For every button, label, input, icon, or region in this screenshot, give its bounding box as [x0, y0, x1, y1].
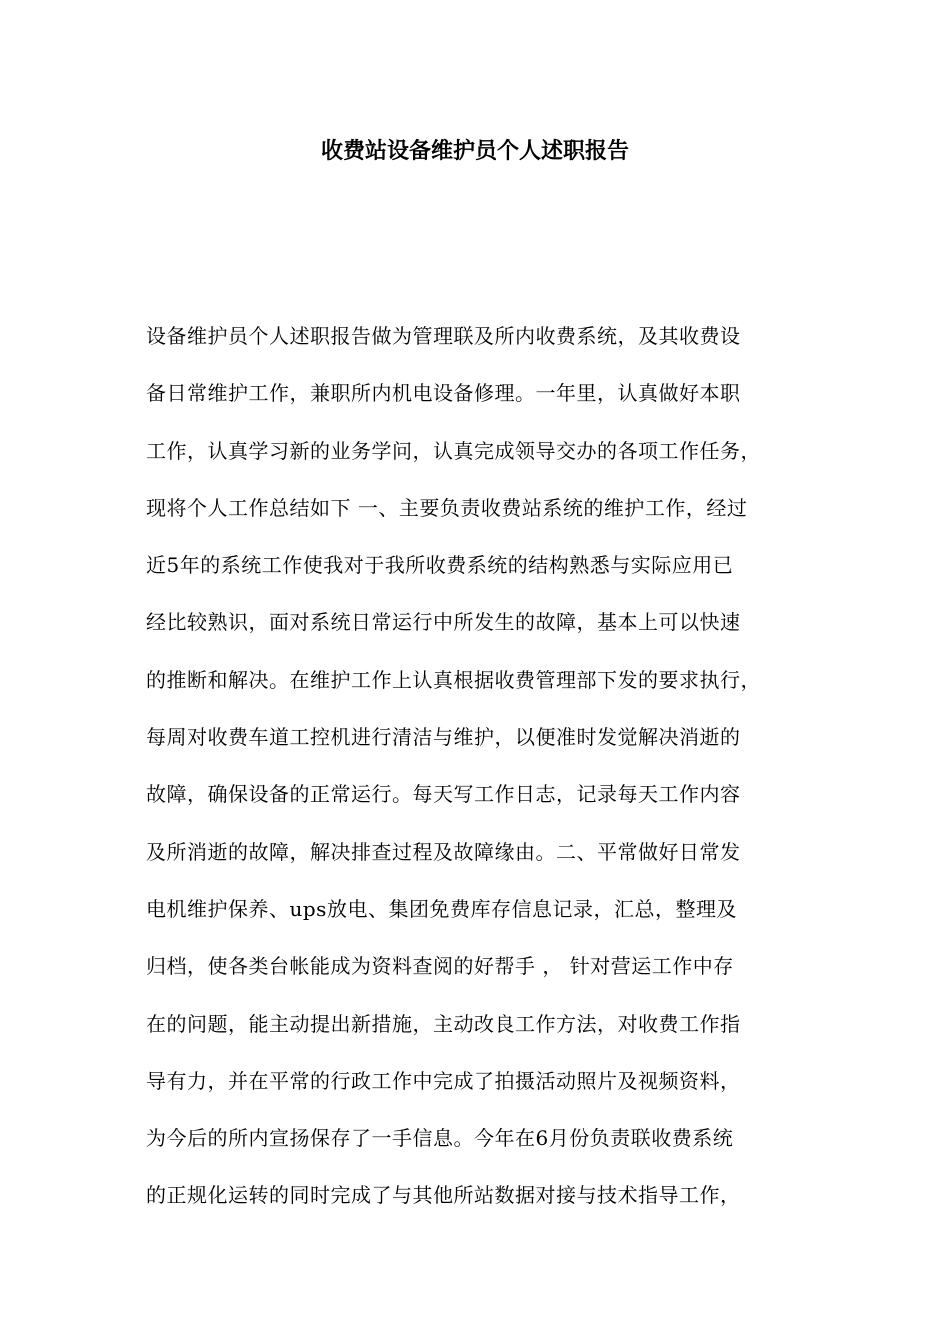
body-line: 的推断和解决。在维护工作上认真根据收费管理部下发的要求执行， [146, 667, 761, 692]
body-line: 备日常维护工作，兼职所内机电设备修理。一年里，认真做好本职 [146, 381, 741, 406]
body-line: 及所消逝的故障，解决排查过程及故障缘由。二、平常做好日常发 [146, 839, 741, 864]
body-line: 故障，确保设备的正常运行。每天写工作日志，记录每天工作内容 [146, 782, 741, 807]
document-body [146, 316, 826, 1233]
body-line: 每周对收费车道工控机进行清洁与维护，以便准时发觉解决消逝的 [146, 725, 741, 750]
body-line: 归档，使各类台帐能成为资料查阅的好帮手 ， 针对营运工作中存 [146, 954, 734, 979]
body-line: 为今后的所内宣扬保存了一手信息。今年在6月份负责联收费系统 [146, 1126, 734, 1151]
body-line: 设备维护员个人述职报告做为管理联及所内收费系统，及其收费设 [146, 324, 741, 348]
document-title: 收费站设备维护员个人述职报告 [320, 138, 629, 164]
body-line: 工作，认真学习新的业务学问，认真完成领导交办的各项工作任务， [146, 438, 761, 463]
body-line: 在的问题，能主动提出新措施，主动改良工作方法，对收费工作指 [146, 1011, 741, 1036]
body-line: 电机维护保养、ups放电、集团免费库存信息记录，汇总，整理及 [146, 896, 737, 921]
body-line: 导有力，并在平常的行政工作中完成了拍摄活动照片及视频资料， [146, 1068, 741, 1093]
body-line: 经比较熟识，面对系统日常运行中所发生的故障，基本上可以快速 [146, 610, 741, 635]
body-line: 的正规化运转的同时完成了与其他所站数据对接与技术指导工作， [146, 1183, 741, 1208]
body-line: 近5年的系统工作使我对于我所收费系统的结构熟悉与实际应用已 [146, 553, 734, 578]
body-line: 现将个人工作总结如下 一、主要负责收费站系统的维护工作，经过 [146, 495, 748, 520]
